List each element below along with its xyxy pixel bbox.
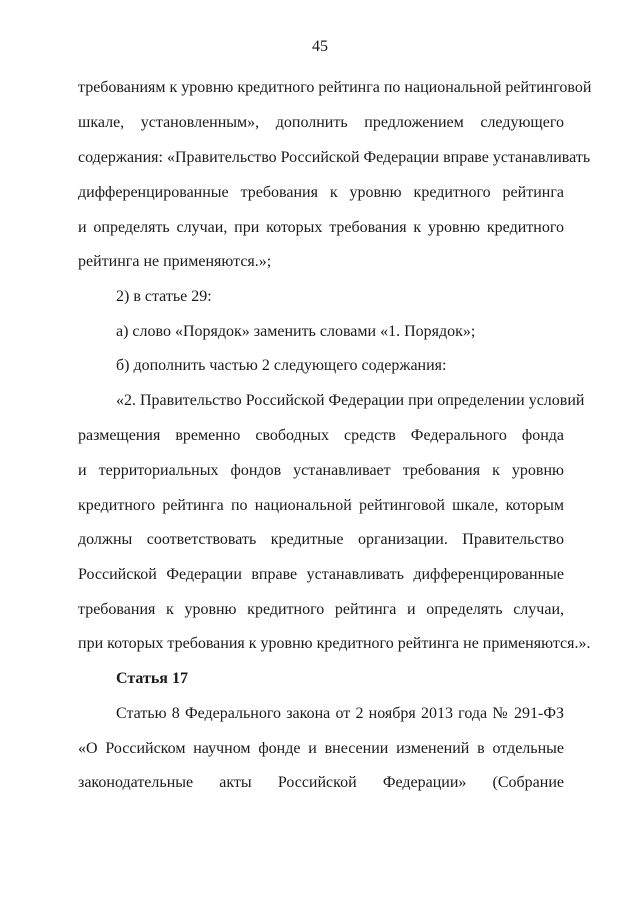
text-line: «О Российском научном фонде и внесении изменений в отдельные [78,740,564,757]
text-line: должны соответствовать кредитные организации. Правительство [78,531,564,548]
text-line: рейтинга не применяются.»; [78,253,272,270]
text-line: дифференцированные требования к уровню кредитного рейтинга [78,184,564,201]
text-line: требованиям к уровню кредитного рейтинга по национальной рейтинговой [78,79,592,96]
article-heading: Статья 17 [116,670,188,687]
text-line: размещения временно свободных средств Федерального фонда [78,427,564,444]
text-line: при которых требования к уровню кредитного рейтинга не применяются.». [78,635,591,652]
text-line: 2) в статье 29: [116,288,212,305]
text-line: Российской Федерации вправе устанавливать дифференцированные [78,566,564,583]
text-line: а) слово «Порядок» заменить словами «1. Порядок»; [116,323,476,340]
text-line: шкале, установленным», дополнить предложением следующего [78,114,564,131]
text-line: кредитного рейтинга по национальной рейтинговой шкале, которым [78,497,564,514]
text-line: и территориальных фондов устанавливает требования к уровню [78,462,564,479]
text-line: требования к уровню кредитного рейтинга и определять случаи, [78,601,564,618]
text-line: «2. Правительство Российской Федерации при определении условий [116,392,585,409]
page-number: 45 [312,38,328,55]
text-line: содержания: «Правительство Российской Федерации вправе устанавливать [78,149,591,166]
text-line: и определять случаи, при которых требования к уровню кредитного [78,219,564,236]
text-line: Статью 8 Федерального закона от 2 ноября 2013 года № 291-ФЗ [116,705,564,722]
text-line: б) дополнить частью 2 следующего содержания: [116,357,447,374]
text-line: законодательные акты Российской Федерации» (Собрание [78,774,564,791]
